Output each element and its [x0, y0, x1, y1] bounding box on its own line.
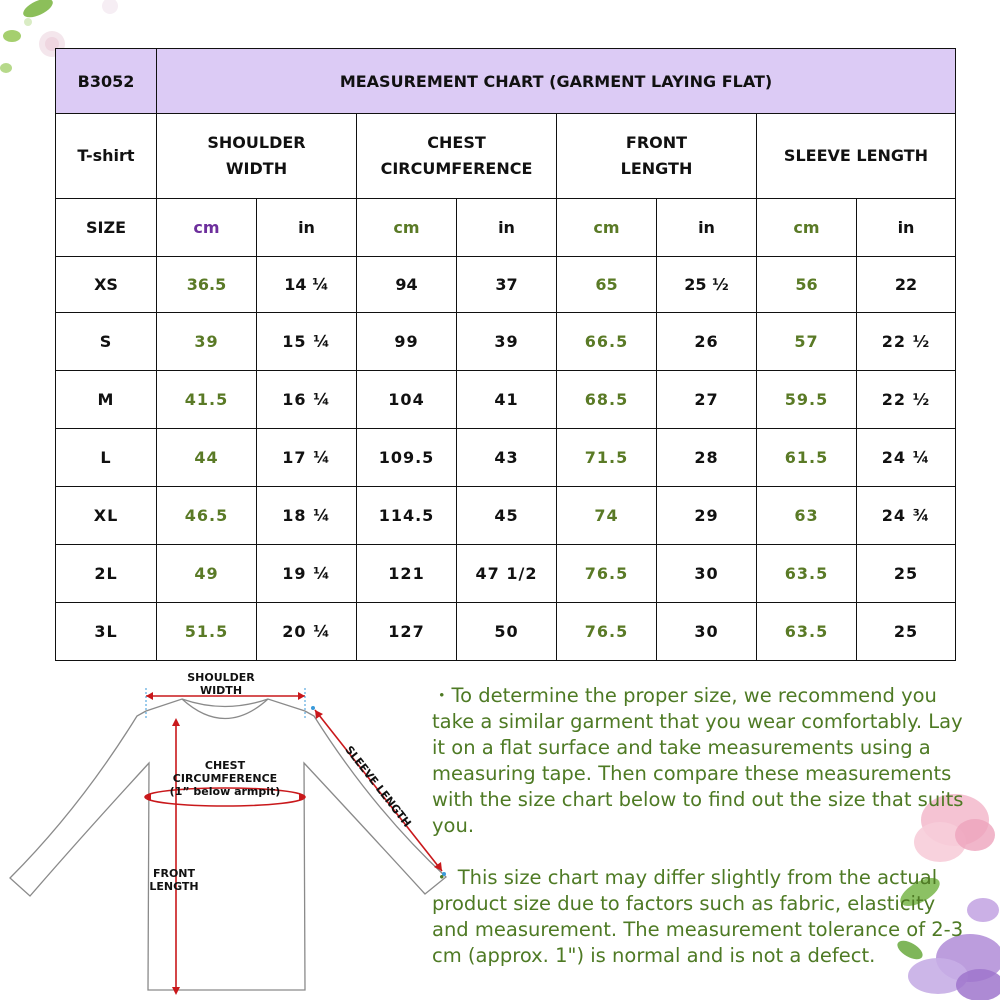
- in-value: 45: [457, 487, 557, 545]
- unit-cell: cm: [557, 199, 657, 257]
- cm-value: 63.5: [757, 603, 857, 661]
- size-label: XL: [56, 487, 157, 545]
- in-value: 30: [657, 545, 757, 603]
- size-row-xs: [56, 257, 956, 313]
- in-value: 28: [657, 429, 757, 487]
- size-label: XS: [56, 257, 157, 313]
- in-value: 18 ¼: [257, 487, 357, 545]
- in-value: 29: [657, 487, 757, 545]
- in-value: 26: [657, 313, 757, 371]
- category-chest-circumference: CHEST CIRCUMFERENCE: [357, 114, 557, 199]
- size-row-s: [56, 313, 956, 371]
- in-value: 14 ¼: [257, 257, 357, 313]
- title-row: [56, 49, 956, 114]
- tshirt-outline: [0, 668, 460, 1000]
- cm-value: 94: [357, 257, 457, 313]
- shoulder-arrow-right: [298, 692, 305, 700]
- size-label: L: [56, 429, 157, 487]
- unit-cell: in: [857, 199, 956, 257]
- in-value: 43: [457, 429, 557, 487]
- unit-row: [56, 199, 956, 257]
- cm-value: 121: [357, 545, 457, 603]
- size-notes: [432, 683, 972, 969]
- in-value: 19 ¼: [257, 545, 357, 603]
- in-value: 47 1/2: [457, 545, 557, 603]
- size-row-l: [56, 429, 956, 487]
- sleeve-marker-top: [311, 706, 315, 710]
- item-type: T-shirt: [56, 114, 157, 199]
- in-value: 24 ¼: [857, 429, 956, 487]
- unit-cell: in: [657, 199, 757, 257]
- shoulder-arrow-left: [146, 692, 153, 700]
- in-value: 15 ¼: [257, 313, 357, 371]
- cm-value: 76.5: [557, 545, 657, 603]
- cm-value: 41.5: [157, 371, 257, 429]
- cm-value: 51.5: [157, 603, 257, 661]
- unit-cell: cm: [757, 199, 857, 257]
- in-value: 27: [657, 371, 757, 429]
- unit-cell: in: [257, 199, 357, 257]
- size-label: 3L: [56, 603, 157, 661]
- size-header: SIZE: [56, 199, 157, 257]
- cm-value: 71.5: [557, 429, 657, 487]
- in-value: 39: [457, 313, 557, 371]
- cm-value: 99: [357, 313, 457, 371]
- collar-outline: [182, 699, 268, 719]
- cm-value: 36.5: [157, 257, 257, 313]
- unit-cell: in: [457, 199, 557, 257]
- in-value: 41: [457, 371, 557, 429]
- size-label: S: [56, 313, 157, 371]
- unit-cell: cm: [157, 199, 257, 257]
- cm-value: 49: [157, 545, 257, 603]
- size-label: M: [56, 371, 157, 429]
- in-value: 25: [857, 603, 956, 661]
- category-front-length: FRONT LENGTH: [557, 114, 757, 199]
- cm-value: 63: [757, 487, 857, 545]
- cm-value: 59.5: [757, 371, 857, 429]
- cm-value: 56: [757, 257, 857, 313]
- cm-value: 104: [357, 371, 457, 429]
- category-shoulder-width: SHOULDER WIDTH: [157, 114, 357, 199]
- size-row-3l: [56, 603, 956, 661]
- note-paragraph-2: ・ This size chart may differ slightly from the actual product size due to factors such as fabric, elasticity and measurement. The measurement tolerance of 2-3 cm (approx. 1") is normal and is not a defect.: [432, 866, 964, 967]
- product-code: B3052: [56, 49, 157, 114]
- size-row-m: [56, 371, 956, 429]
- in-value: 25: [857, 545, 956, 603]
- sleeve-length-label: SLEEVE LENGTH: [342, 743, 414, 830]
- cm-value: 66.5: [557, 313, 657, 371]
- size-rows: [56, 257, 956, 661]
- size-label: 2L: [56, 545, 157, 603]
- cm-value: 63.5: [757, 545, 857, 603]
- chart-title: MEASUREMENT CHART (GARMENT LAYING FLAT): [157, 49, 956, 114]
- cm-value: 39: [157, 313, 257, 371]
- in-value: 37: [457, 257, 557, 313]
- shirt-body-outline: [10, 699, 446, 990]
- in-value: 17 ¼: [257, 429, 357, 487]
- in-value: 30: [657, 603, 757, 661]
- front-length-arrow-bottom: [172, 987, 180, 995]
- cm-value: 44: [157, 429, 257, 487]
- front-length-arrow-top: [172, 718, 180, 726]
- in-value: 22 ½: [857, 371, 956, 429]
- cm-value: 74: [557, 487, 657, 545]
- unit-cell: cm: [357, 199, 457, 257]
- in-value: 22 ½: [857, 313, 956, 371]
- category-row: [56, 114, 956, 199]
- cm-value: 61.5: [757, 429, 857, 487]
- garment-diagram: [0, 668, 460, 1000]
- cm-value: 68.5: [557, 371, 657, 429]
- in-value: 20 ¼: [257, 603, 357, 661]
- size-row-2l: [56, 545, 956, 603]
- cm-value: 46.5: [157, 487, 257, 545]
- cm-value: 76.5: [557, 603, 657, 661]
- front-length-label: FRONT LENGTH: [149, 867, 199, 893]
- in-value: 16 ¼: [257, 371, 357, 429]
- cm-value: 127: [357, 603, 457, 661]
- in-value: 25 ½: [657, 257, 757, 313]
- cm-value: 57: [757, 313, 857, 371]
- in-value: 24 ¾: [857, 487, 956, 545]
- cm-value: 114.5: [357, 487, 457, 545]
- in-value: 22: [857, 257, 956, 313]
- shoulder-width-label: SHOULDER WIDTH: [187, 671, 255, 697]
- size-chart-table: [55, 48, 956, 661]
- in-value: 50: [457, 603, 557, 661]
- size-row-xl: [56, 487, 956, 545]
- category-sleeve-length: SLEEVE LENGTH: [757, 114, 956, 199]
- note-paragraph-1: ・To determine the proper size, we recommend you take a similar garment that you wear comfortably. Lay it on a flat surface and take measurements using a measuring tape. Then compare these measurements with the size chart below to find out the size that suits you.: [432, 684, 964, 837]
- chest-circumference-label: CHEST CIRCUMFERENCE (1” below armpit): [169, 759, 281, 798]
- cm-value: 109.5: [357, 429, 457, 487]
- cm-value: 65: [557, 257, 657, 313]
